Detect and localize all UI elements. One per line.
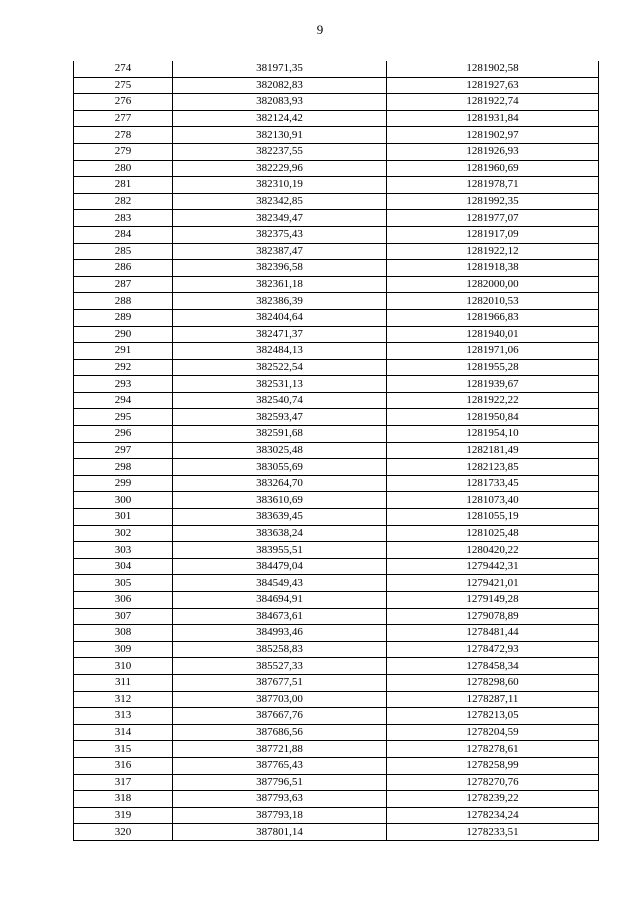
table-row [74,691,599,708]
point-number-cell: 274 [74,61,173,77]
x-coordinate-cell: 383610,69 [173,492,387,509]
point-number-cell: 312 [74,691,173,708]
table-row [74,293,599,310]
table-row [74,260,599,277]
x-coordinate-cell: 382375,43 [173,226,387,243]
point-number-cell: 284 [74,226,173,243]
point-number-cell: 313 [74,708,173,725]
point-number-cell: 307 [74,608,173,625]
x-coordinate-cell: 387765,43 [173,757,387,774]
y-coordinate-cell: 1281927,63 [387,77,599,94]
x-coordinate-cell: 382387,47 [173,243,387,260]
y-coordinate-cell: 1281940,01 [387,326,599,343]
x-coordinate-cell: 382471,37 [173,326,387,343]
table-row [74,757,599,774]
point-number-cell: 289 [74,309,173,326]
table-row [74,359,599,376]
point-number-cell: 297 [74,442,173,459]
coordinates-table-body [74,61,599,840]
x-coordinate-cell: 385527,33 [173,658,387,675]
x-coordinate-cell: 387793,18 [173,807,387,824]
y-coordinate-cell: 1282000,00 [387,276,599,293]
x-coordinate-cell: 387801,14 [173,824,387,841]
point-number-cell: 281 [74,177,173,194]
x-coordinate-cell: 382386,39 [173,293,387,310]
table-row [74,641,599,658]
point-number-cell: 316 [74,757,173,774]
x-coordinate-cell: 382237,55 [173,143,387,160]
table-row [74,177,599,194]
y-coordinate-cell: 1278233,51 [387,824,599,841]
point-number-cell: 280 [74,160,173,177]
y-coordinate-cell: 1281733,45 [387,475,599,492]
x-coordinate-cell: 382540,74 [173,392,387,409]
table-row [74,193,599,210]
y-coordinate-cell: 1281950,84 [387,409,599,426]
x-coordinate-cell: 387686,56 [173,724,387,741]
point-number-cell: 277 [74,110,173,127]
y-coordinate-cell: 1281073,40 [387,492,599,509]
y-coordinate-cell: 1278270,76 [387,774,599,791]
table-row [74,442,599,459]
table-row [74,226,599,243]
y-coordinate-cell: 1281922,74 [387,94,599,111]
x-coordinate-cell: 387677,51 [173,674,387,691]
x-coordinate-cell: 384549,43 [173,575,387,592]
point-number-cell: 288 [74,293,173,310]
point-number-cell: 303 [74,542,173,559]
x-coordinate-cell: 382404,64 [173,309,387,326]
point-number-cell: 308 [74,625,173,642]
y-coordinate-cell: 1279442,31 [387,558,599,575]
x-coordinate-cell: 382396,58 [173,260,387,277]
x-coordinate-cell: 384694,91 [173,592,387,609]
x-coordinate-cell: 383638,24 [173,525,387,542]
y-coordinate-cell: 1278298,60 [387,674,599,691]
x-coordinate-cell: 382310,19 [173,177,387,194]
point-number-cell: 300 [74,492,173,509]
y-coordinate-cell: 1282123,85 [387,459,599,476]
y-coordinate-cell: 1282010,53 [387,293,599,310]
table-row [74,243,599,260]
table-row [74,824,599,841]
y-coordinate-cell: 1279078,89 [387,608,599,625]
y-coordinate-cell: 1278213,05 [387,708,599,725]
table-row [74,509,599,526]
point-number-cell: 306 [74,592,173,609]
y-coordinate-cell: 1281902,97 [387,127,599,144]
table-row [74,558,599,575]
x-coordinate-cell: 382484,13 [173,343,387,360]
y-coordinate-cell: 1278258,99 [387,757,599,774]
y-coordinate-cell: 1282181,49 [387,442,599,459]
point-number-cell: 290 [74,326,173,343]
y-coordinate-cell: 1278234,24 [387,807,599,824]
y-coordinate-cell: 1281918,38 [387,260,599,277]
page-number: 9 [316,22,324,37]
table-row [74,160,599,177]
point-number-cell: 318 [74,791,173,808]
y-coordinate-cell: 1281939,67 [387,376,599,393]
x-coordinate-cell: 382342,85 [173,193,387,210]
y-coordinate-cell: 1281992,35 [387,193,599,210]
table-row [74,625,599,642]
y-coordinate-cell: 1280420,22 [387,542,599,559]
table-row [74,674,599,691]
point-number-cell: 287 [74,276,173,293]
x-coordinate-cell: 384479,04 [173,558,387,575]
point-number-cell: 302 [74,525,173,542]
point-number-cell: 292 [74,359,173,376]
table-row [74,127,599,144]
y-coordinate-cell: 1278204,59 [387,724,599,741]
y-coordinate-cell: 1281971,06 [387,343,599,360]
point-number-cell: 301 [74,509,173,526]
point-number-cell: 299 [74,475,173,492]
y-coordinate-cell: 1281978,71 [387,177,599,194]
table-row [74,309,599,326]
y-coordinate-cell: 1281926,93 [387,143,599,160]
y-coordinate-cell: 1281966,83 [387,309,599,326]
point-number-cell: 285 [74,243,173,260]
table-row [74,575,599,592]
table-row [74,61,599,77]
y-coordinate-cell: 1281917,09 [387,226,599,243]
coordinates-table [73,61,599,841]
point-number-cell: 291 [74,343,173,360]
point-number-cell: 315 [74,741,173,758]
table-row [74,143,599,160]
point-number-cell: 276 [74,94,173,111]
x-coordinate-cell: 383264,70 [173,475,387,492]
point-number-cell: 314 [74,724,173,741]
table-row [74,475,599,492]
x-coordinate-cell: 383639,45 [173,509,387,526]
x-coordinate-cell: 382349,47 [173,210,387,227]
y-coordinate-cell: 1278287,11 [387,691,599,708]
x-coordinate-cell: 382522,54 [173,359,387,376]
point-number-cell: 282 [74,193,173,210]
x-coordinate-cell: 384673,61 [173,608,387,625]
table-row [74,392,599,409]
x-coordinate-cell: 382591,68 [173,426,387,443]
y-coordinate-cell: 1278481,44 [387,625,599,642]
y-coordinate-cell: 1281902,58 [387,61,599,77]
point-number-cell: 310 [74,658,173,675]
point-number-cell: 275 [74,77,173,94]
table-row [74,210,599,227]
point-number-cell: 311 [74,674,173,691]
point-number-cell: 305 [74,575,173,592]
x-coordinate-cell: 387703,00 [173,691,387,708]
y-coordinate-cell: 1278239,22 [387,791,599,808]
point-number-cell: 319 [74,807,173,824]
x-coordinate-cell: 382361,18 [173,276,387,293]
point-number-cell: 294 [74,392,173,409]
table-row [74,426,599,443]
x-coordinate-cell: 382124,42 [173,110,387,127]
table-row [74,542,599,559]
table-row [74,774,599,791]
table-row [74,807,599,824]
x-coordinate-cell: 381971,35 [173,61,387,77]
x-coordinate-cell: 385258,83 [173,641,387,658]
table-row [74,492,599,509]
table-row [74,409,599,426]
y-coordinate-cell: 1278472,93 [387,641,599,658]
y-coordinate-cell: 1281922,12 [387,243,599,260]
point-number-cell: 295 [74,409,173,426]
x-coordinate-cell: 382531,13 [173,376,387,393]
y-coordinate-cell: 1281955,28 [387,359,599,376]
x-coordinate-cell: 387796,51 [173,774,387,791]
point-number-cell: 279 [74,143,173,160]
point-number-cell: 320 [74,824,173,841]
table-row [74,276,599,293]
y-coordinate-cell: 1279149,28 [387,592,599,609]
table-row [74,376,599,393]
x-coordinate-cell: 382229,96 [173,160,387,177]
point-number-cell: 298 [74,459,173,476]
x-coordinate-cell: 382083,93 [173,94,387,111]
table-row [74,326,599,343]
y-coordinate-cell: 1281931,84 [387,110,599,127]
table-row [74,724,599,741]
point-number-cell: 309 [74,641,173,658]
table-row [74,658,599,675]
table-row [74,741,599,758]
point-number-cell: 304 [74,558,173,575]
x-coordinate-cell: 382130,91 [173,127,387,144]
y-coordinate-cell: 1281025,48 [387,525,599,542]
table-row [74,343,599,360]
y-coordinate-cell: 1278278,61 [387,741,599,758]
y-coordinate-cell: 1281055,19 [387,509,599,526]
table-row [74,791,599,808]
x-coordinate-cell: 387721,88 [173,741,387,758]
table-row [74,77,599,94]
point-number-cell: 317 [74,774,173,791]
point-number-cell: 278 [74,127,173,144]
table-row [74,592,599,609]
table-row [74,608,599,625]
y-coordinate-cell: 1281960,69 [387,160,599,177]
table-row [74,708,599,725]
table-row [74,525,599,542]
x-coordinate-cell: 383025,48 [173,442,387,459]
y-coordinate-cell: 1279421,01 [387,575,599,592]
y-coordinate-cell: 1281977,07 [387,210,599,227]
point-number-cell: 296 [74,426,173,443]
table-row [74,94,599,111]
y-coordinate-cell: 1281954,10 [387,426,599,443]
x-coordinate-cell: 383955,51 [173,542,387,559]
point-number-cell: 283 [74,210,173,227]
y-coordinate-cell: 1278458,34 [387,658,599,675]
table-row [74,110,599,127]
x-coordinate-cell: 382082,83 [173,77,387,94]
y-coordinate-cell: 1281922,22 [387,392,599,409]
x-coordinate-cell: 383055,69 [173,459,387,476]
x-coordinate-cell: 387667,76 [173,708,387,725]
point-number-cell: 286 [74,260,173,277]
table-row [74,459,599,476]
x-coordinate-cell: 387793,63 [173,791,387,808]
x-coordinate-cell: 384993,46 [173,625,387,642]
point-number-cell: 293 [74,376,173,393]
x-coordinate-cell: 382593,47 [173,409,387,426]
